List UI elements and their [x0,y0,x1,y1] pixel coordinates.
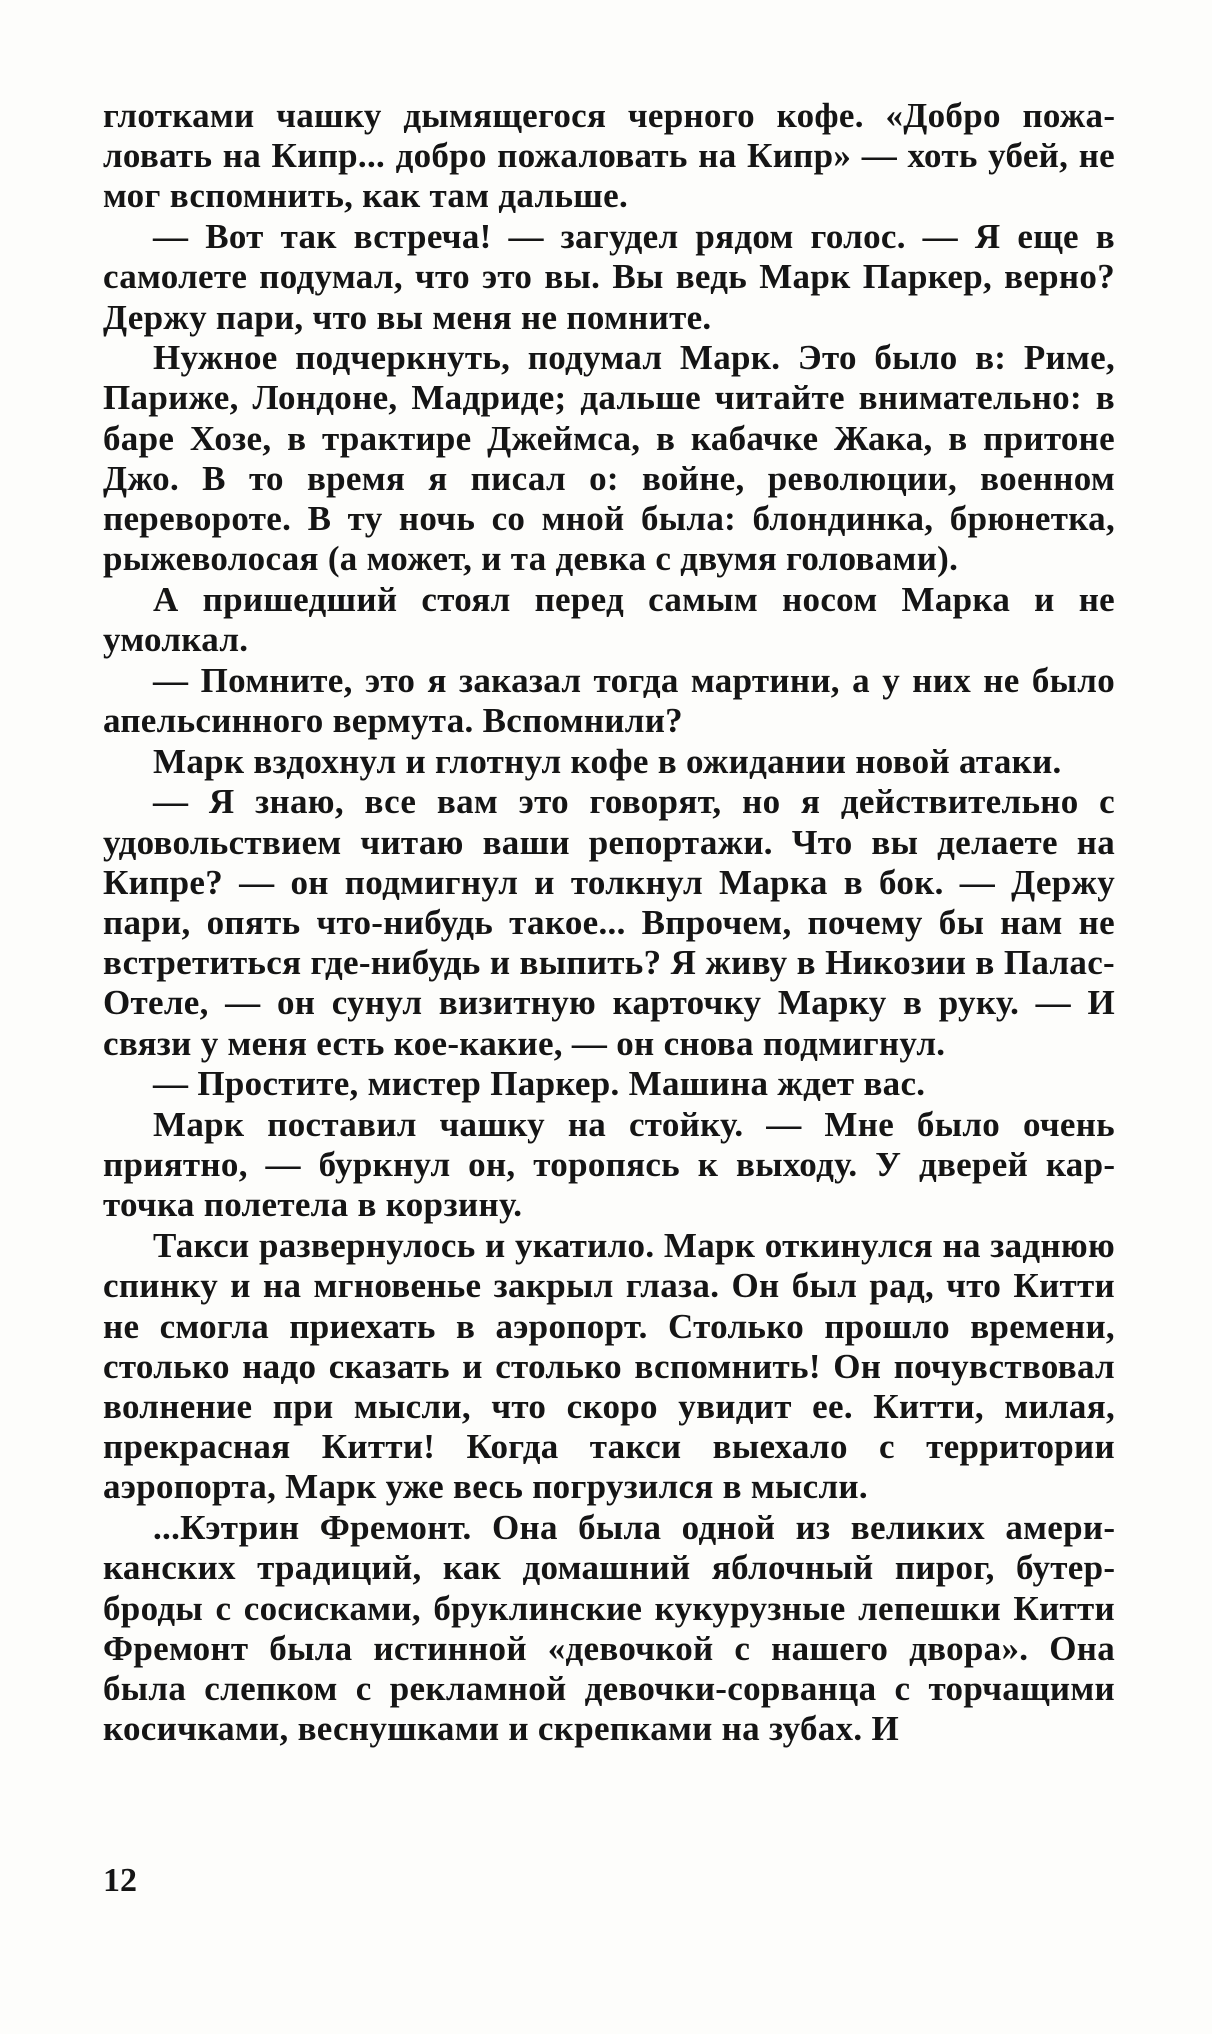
paragraph: — Простите, мистер Паркер. Машина ждет вас. [153,1064,926,1104]
paragraph: Такси развернулось и укатило. Марк откинулся на заднюю спинку и на мгновенье закрыл глаза. Он был рад, что Китти не смогла приехать в аэропорт. Столько прошло времени, столько надо сказать и столько вспомнить! Он почувствовал волнение при мысли, что скоро увидит ее. Китти, милая, прекрасная Китти! Когда такси выехало с территории аэропорта, Марк уже весь погрузился в мысли. [103,1226,1115,1507]
paragraph: Нужное подчеркнуть, подумал Марк. Это было в: Риме, Париже, Лондоне, Мадриде; дальше читайте внимательно: в баре Хозе, в трактире Джеймса, в кабачке Жака, в притоне Джо. В то время я писал о: войне, революции, военном перевороте. В ту ночь со мной была: блондинка, брюнетка, рыжеволосая (а может, и та девка с двумя головами). [103,338,1115,579]
paragraph: — Вот так встреча! — загудел рядом голос. — Я еще в самолете подумал, что это вы. Вы ведь Марк Паркер, верно? Держу пари, что вы меня не помните. [103,217,1115,337]
page-number: 12 [103,1862,137,1899]
paragraph: — Помните, это я заказал тогда мартини, а у них не было апельсинного вермута. Вспомнили? [103,660,1115,741]
paragraph: Марк вздохнул и глотнул кофе в ожидании новой атаки. [153,741,1062,781]
body-text [103,96,1115,1750]
paragraph: ...Кэтрин Фремонт. Она была одной из великих американских традиций, как домашний яблочный пирог, бутерброды с сосисками, бруклинские кукурузные лепешки Китти Фремонт была истинной «девочкой с нашего двора». Она была слепком с рекламной девочки-сорванца с торчащими косичками, веснушками и скрепками на зубах. И [103,1508,1115,1749]
paragraph: А пришедший стоял перед самым носом Марка и не умолкал. [103,579,1115,660]
paragraph: — Я знаю, все вам это говорят, но я действительно с удовольствием читаю ваши репортажи. Что вы делаете на Кипре? — он подмигнул и толкнул Марка в бок. — Держу пари, опять что-нибудь такое... Впрочем, почему бы нам не встретиться где-нибудь и выпить? Я живу в Никозии в Палас-Отеле, — он сунул визитную карточку Марку в руку. — И связи у меня есть кое-какие, — он снова подмигнул. [103,782,1115,1063]
paragraph: глотками чашку дымящегося черного кофе. «Добро пожаловать на Кипр... добро пожаловать на Кипр» — хоть убей, не мог вспомнить, как там дальше. [103,96,1115,216]
paragraph: Марк поставил чашку на стойку. — Мне было очень приятно, — буркнул он, торопясь к выходу. У дверей карточка полетела в корзину. [103,1105,1115,1225]
